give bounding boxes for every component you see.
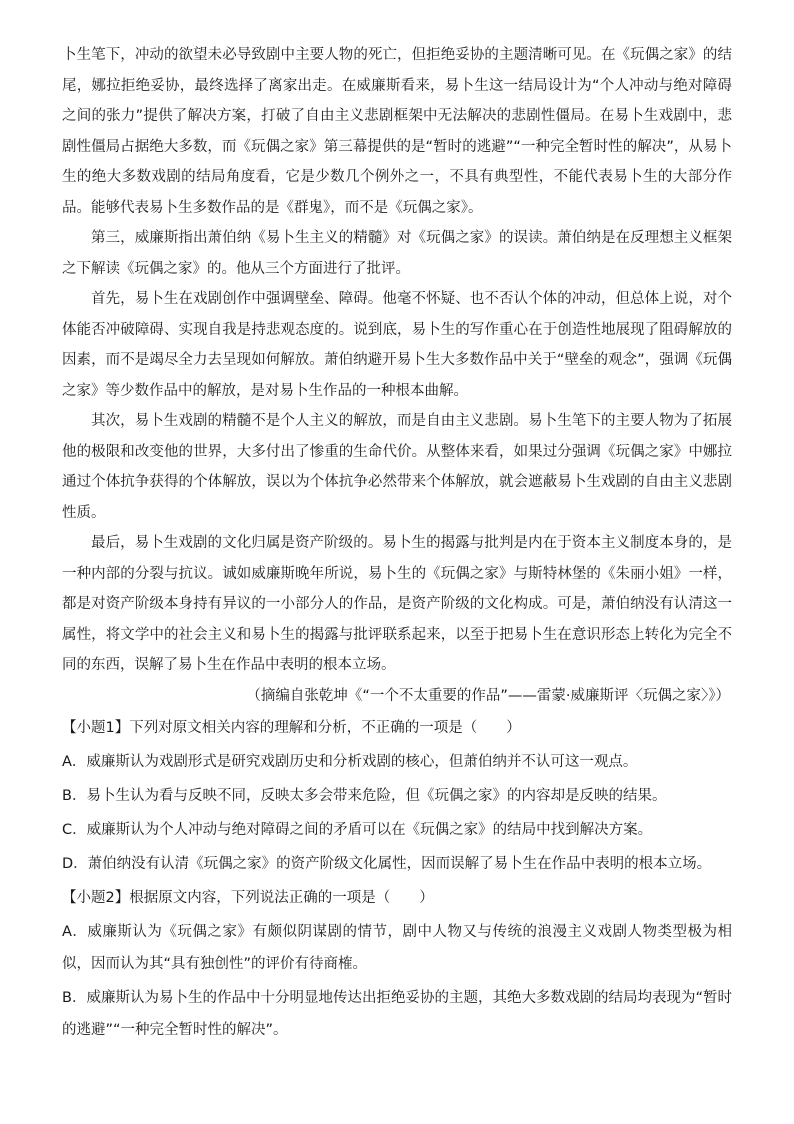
article-paragraph-3: 首先，易卜生在戏剧创作中强调壁垒、障碍。他毫不怀疑、也不否认个体的冲动，但总体上说，对个体能否冲破障碍、实现自我是持悲观态度的。说到底，易卜生的写作重心在于创造性地展现了阻碍解放的因素，而不是竭尽全力去呈现如何解放。萧伯纳避开易卜生大多数作品中关于“壁垒的观念”，强调《玩偶之家》等少数作品中的解放，是对易卜生作品的一种根本曲解。	[62, 291, 732, 399]
question-1-stem: 【小题1】下列对原文相关内容的理解和分析，不正确的一项是（ ）	[62, 720, 521, 736]
question-1-option-b: B．易卜生认为看与反映不同，反映太多会带来危险，但《玩偶之家》的内容却是反映的结果。	[62, 788, 667, 804]
article-body	[62, 40, 732, 711]
article-paragraph-5: 最后，易卜生戏剧的文化归属是资产阶级的。易卜生的揭露与批判是内在于资本主义制度本身的，是一种内部的分裂与抗议。诚如威廉斯晚年所说，易卜生的《玩偶之家》与斯特林堡的《朱丽小姐》一样，都是对资产阶级本身持有异议的一小部分人的作品，是资产阶级的文化构成。可是，萧伯纳没有认清这一属性，将文学中的社会主义和易卜生的揭露与批评联系起来，以至于把易卜生在意识形态上转化为完全不同的东西，误解了易卜生在作品中表明的根本立场。	[62, 535, 732, 673]
question-1	[62, 711, 732, 881]
question-1-option-a: A．威廉斯认为戏剧形式是研究戏剧历史和分析戏剧的核心，但萧伯纳并不认可这一观点。	[62, 754, 638, 770]
article-paragraph-2: 第三，威廉斯指出萧伯纳《易卜生主义的精髓》对《玩偶之家》的误读。萧伯纳是在反理想主义框架之下解读《玩偶之家》的。他从三个方面进行了批评。	[62, 230, 732, 277]
question-2-option-a: A．威廉斯认为《玩偶之家》有颇似阴谋剧的情节，剧中人物又与传统的浪漫主义戏剧人物类型极为相似，因而认为其“具有独创性”的评价有待商榷。	[62, 924, 732, 972]
article-paragraph-1: 卜生笔下，冲动的欲望未必导致剧中主要人物的死亡，但拒绝妥协的主题清晰可见。在《玩偶之家》的结尾，娜拉拒绝妥协，最终选择了离家出走。在威廉斯看来，易卜生这一结局设计为“个人冲动与绝对障碍之间的张力”提供了解决方案，打破了自由主义悲剧框架中无法解决的悲剧性僵局。在易卜生戏剧中，悲剧性僵局占据绝大多数，而《玩偶之家》第三幕提供的是“暂时的逃避”“一种完全暂时性的解决”，从易卜生的绝大多数戏剧的结局角度看，它是少数几个例外之一，不具有典型性，不能代表易卜生的大部分作品。能够代表易卜生多数作品的是《群鬼》，而不是《玩偶之家》。	[62, 47, 732, 216]
question-1-option-d: D．萧伯纳没有认清《玩偶之家》的资产阶级文化属性，因而误解了易卜生在作品中表明的根本立场。	[62, 856, 712, 872]
question-2-stem: 【小题2】根据原文内容，下列说法正确的一项是（ ）	[62, 890, 434, 906]
article-paragraph-4: 其次，易卜生戏剧的精髓不是个人主义的解放，而是自由主义悲剧。易卜生笔下的主要人物为了拓展他的极限和改变他的世界，大多付出了惨重的生命代价。从整体来看，如果过分强调《玩偶之家》中娜拉通过个体抗争获得的个体解放，误以为个体抗争必然带来个体解放，就会遮蔽易卜生戏剧的自由主义悲剧性质。	[62, 413, 732, 521]
article-source-citation: （摘编自张乾坤《“一个不太重要的作品”——雷蒙·威廉斯评〈玩偶之家〉》）	[246, 687, 730, 704]
question-2	[62, 881, 732, 1047]
question-2-option-b: B．威廉斯认为易卜生的作品中十分明显地传达出拒绝妥协的主题，其绝大多数戏剧的结局均表现为“暂时的逃避”“一种完全暂时性的解决”。	[62, 990, 732, 1038]
question-1-option-c: C．威廉斯认为个人冲动与绝对障碍之间的矛盾可以在《玩偶之家》的结局中找到解决方案。	[62, 822, 653, 838]
